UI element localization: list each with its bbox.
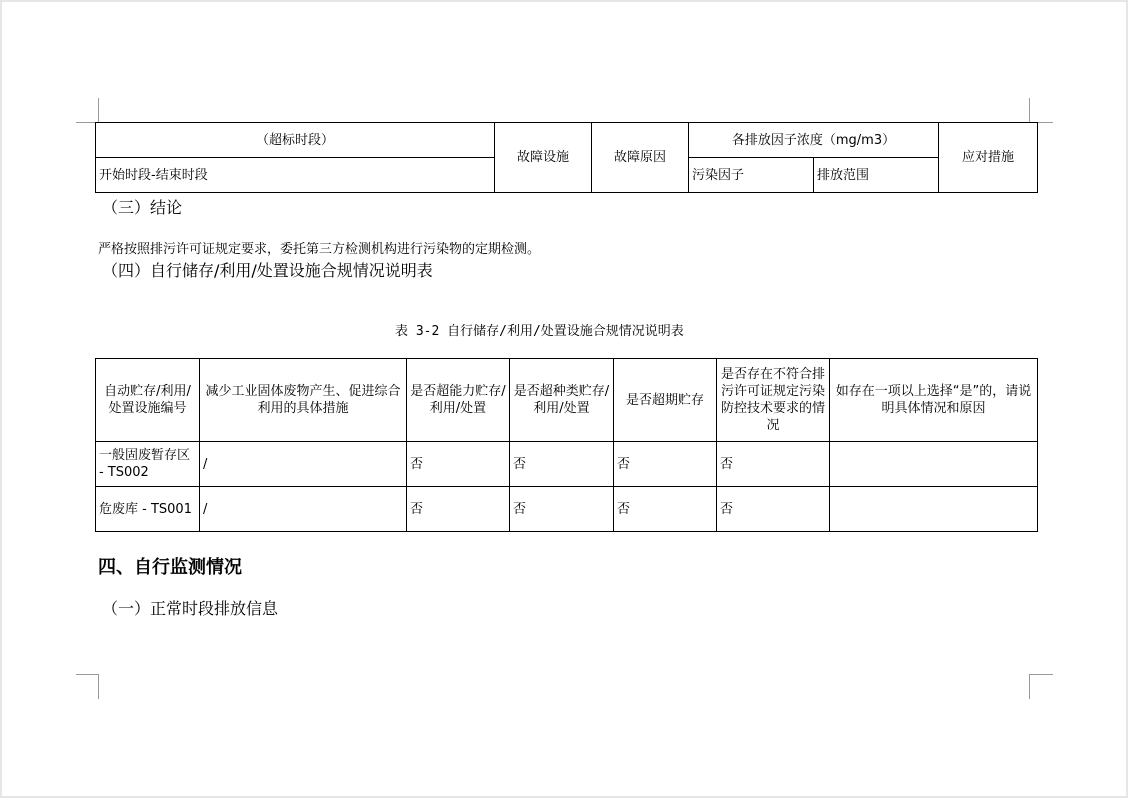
crop-mark — [1029, 674, 1053, 675]
fault-facility-header: 故障设施 — [495, 123, 592, 193]
facility-id-cell: 一般固废暂存区 - TS002 — [96, 442, 200, 487]
overdue-cell: 否 — [614, 487, 717, 532]
concentration-header: 各排放因子浓度（mg/m3） — [689, 123, 939, 158]
normal-period-subheading: （一）正常时段排放信息 — [102, 599, 279, 618]
header-overdue: 是否超期贮存 — [614, 359, 717, 442]
document-page — [2, 2, 1126, 796]
noncompliance-cell: 否 — [717, 487, 830, 532]
section-conclusion-body: 严格按照排污许可证规定要求，委托第三方检测机构进行污染物的定期检测。 — [98, 242, 541, 257]
over-capacity-cell: 否 — [407, 442, 510, 487]
crop-mark — [98, 98, 99, 122]
overdue-cell: 否 — [614, 442, 717, 487]
header-noncompliance: 是否存在不符合排污许可证规定污染防控技术要求的情况 — [717, 359, 830, 442]
table-header-row — [96, 359, 1038, 442]
crop-mark — [1029, 98, 1030, 122]
measures-cell: / — [200, 442, 407, 487]
crop-mark — [1029, 674, 1030, 699]
monitoring-heading: 四、自行监测情况 — [98, 557, 242, 578]
header-facility-id: 自动贮存/利用/处置设施编号 — [96, 359, 200, 442]
table-caption: 表 3-2 自行储存/利用/处置设施合规情况说明表 — [395, 324, 684, 339]
table-row — [96, 442, 1038, 487]
header-explanation: 如存在一项以上选择“是”的，请说明具体情况和原因 — [830, 359, 1038, 442]
explanation-cell — [830, 442, 1038, 487]
header-over-capacity: 是否超能力贮存/利用/处置 — [407, 359, 510, 442]
measures-header: 应对措施 — [939, 123, 1038, 193]
header-measures: 减少工业固体废物产生、促进综合利用的具体措施 — [200, 359, 407, 442]
fault-reason-header: 故障原因 — [592, 123, 689, 193]
table-row — [96, 487, 1038, 532]
over-type-cell: 否 — [510, 442, 614, 487]
over-type-cell: 否 — [510, 487, 614, 532]
noncompliance-cell: 否 — [717, 442, 830, 487]
measures-cell: / — [200, 487, 407, 532]
exceedance-period-header: （超标时段） — [96, 123, 495, 158]
crop-mark — [98, 674, 99, 699]
pollutant-header: 污染因子 — [689, 158, 814, 193]
emission-range-header: 排放范围 — [814, 158, 939, 193]
section-compliance-title: （四）自行储存/利用/处置设施合规情况说明表 — [102, 261, 433, 280]
header-over-type: 是否超种类贮存/利用/处置 — [510, 359, 614, 442]
section-conclusion-title: （三）结论 — [102, 198, 183, 217]
facility-id-cell: 危废库 - TS001 — [96, 487, 200, 532]
exceedance-table — [95, 122, 1038, 193]
over-capacity-cell: 否 — [407, 487, 510, 532]
period-range-label: 开始时段-结束时段 — [96, 158, 495, 193]
crop-mark — [76, 674, 99, 675]
storage-compliance-table — [95, 358, 1038, 532]
explanation-cell — [830, 487, 1038, 532]
